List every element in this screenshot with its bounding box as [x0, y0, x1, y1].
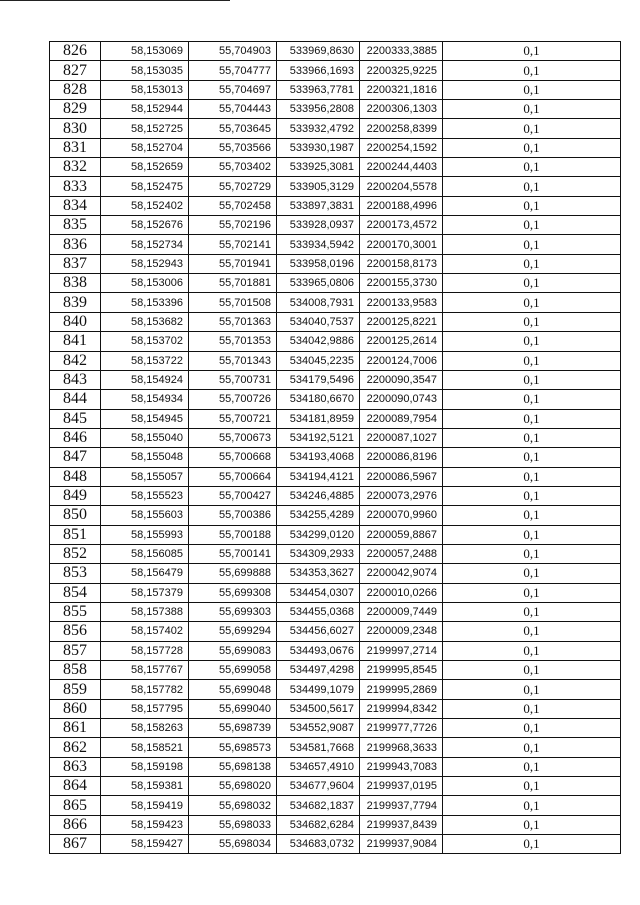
y-coordinate-cell: 2200086,5967 [360, 467, 443, 486]
accuracy-cell: 0,1 [443, 370, 621, 389]
table-row [50, 719, 621, 738]
point-number-cell: 837 [50, 254, 101, 273]
x-coordinate-cell: 533928,0937 [277, 216, 360, 235]
table-row [50, 312, 621, 331]
y-coordinate-cell: 2200133,9583 [360, 293, 443, 312]
longitude-cell: 55,698138 [189, 757, 277, 776]
point-number-cell: 828 [50, 80, 101, 99]
accuracy-cell: 0,1 [443, 835, 621, 854]
latitude-cell: 58,154924 [101, 370, 189, 389]
longitude-cell: 55,704903 [189, 42, 277, 61]
latitude-cell: 58,159381 [101, 777, 189, 796]
accuracy-cell: 0,1 [443, 719, 621, 738]
point-number-cell: 848 [50, 467, 101, 486]
y-coordinate-cell: 2200188,4996 [360, 196, 443, 215]
latitude-cell: 58,152659 [101, 158, 189, 177]
accuracy-cell: 0,1 [443, 138, 621, 157]
point-number-cell: 849 [50, 486, 101, 505]
point-number-cell: 842 [50, 351, 101, 370]
accuracy-cell: 0,1 [443, 467, 621, 486]
longitude-cell: 55,699303 [189, 602, 277, 621]
latitude-cell: 58,157388 [101, 602, 189, 621]
table-row [50, 196, 621, 215]
accuracy-cell: 0,1 [443, 61, 621, 80]
point-number-cell: 839 [50, 293, 101, 312]
point-number-cell: 829 [50, 100, 101, 119]
y-coordinate-cell: 2200070,9960 [360, 506, 443, 525]
accuracy-cell: 0,1 [443, 448, 621, 467]
latitude-cell: 58,156479 [101, 564, 189, 583]
x-coordinate-cell: 534657,4910 [277, 757, 360, 776]
point-number-cell: 859 [50, 680, 101, 699]
point-number-cell: 847 [50, 448, 101, 467]
point-number-cell: 856 [50, 622, 101, 641]
latitude-cell: 58,153396 [101, 293, 189, 312]
latitude-cell: 58,156085 [101, 544, 189, 563]
accuracy-cell: 0,1 [443, 42, 621, 61]
latitude-cell: 58,158521 [101, 738, 189, 757]
x-coordinate-cell: 534181,8959 [277, 409, 360, 428]
y-coordinate-cell: 2200125,2614 [360, 332, 443, 351]
latitude-cell: 58,154934 [101, 390, 189, 409]
x-coordinate-cell: 534045,2235 [277, 351, 360, 370]
latitude-cell: 58,153069 [101, 42, 189, 61]
x-coordinate-cell: 533966,1693 [277, 61, 360, 80]
table-row [50, 506, 621, 525]
x-coordinate-cell: 534299,0120 [277, 525, 360, 544]
x-coordinate-cell: 533897,3831 [277, 196, 360, 215]
table-row [50, 351, 621, 370]
latitude-cell: 58,153035 [101, 61, 189, 80]
longitude-cell: 55,702729 [189, 177, 277, 196]
latitude-cell: 58,152725 [101, 119, 189, 138]
longitude-cell: 55,700673 [189, 428, 277, 447]
longitude-cell: 55,704777 [189, 61, 277, 80]
latitude-cell: 58,152734 [101, 235, 189, 254]
point-number-cell: 845 [50, 409, 101, 428]
longitude-cell: 55,701353 [189, 332, 277, 351]
point-number-cell: 866 [50, 815, 101, 834]
y-coordinate-cell: 2199937,8439 [360, 815, 443, 834]
table-row [50, 448, 621, 467]
longitude-cell: 55,699040 [189, 699, 277, 718]
latitude-cell: 58,159423 [101, 815, 189, 834]
longitude-cell: 55,704697 [189, 80, 277, 99]
longitude-cell: 55,700721 [189, 409, 277, 428]
y-coordinate-cell: 2199995,8545 [360, 661, 443, 680]
point-number-cell: 860 [50, 699, 101, 718]
table-row [50, 235, 621, 254]
x-coordinate-cell: 534255,4289 [277, 506, 360, 525]
x-coordinate-cell: 533905,3129 [277, 177, 360, 196]
y-coordinate-cell: 2200073,2976 [360, 486, 443, 505]
table-row [50, 42, 621, 61]
x-coordinate-cell: 534309,2933 [277, 544, 360, 563]
y-coordinate-cell: 2200170,3001 [360, 235, 443, 254]
accuracy-cell: 0,1 [443, 119, 621, 138]
longitude-cell: 55,701363 [189, 312, 277, 331]
latitude-cell: 58,154945 [101, 409, 189, 428]
point-number-cell: 838 [50, 274, 101, 293]
latitude-cell: 58,157379 [101, 583, 189, 602]
y-coordinate-cell: 2199937,7794 [360, 796, 443, 815]
x-coordinate-cell: 534497,4298 [277, 661, 360, 680]
y-coordinate-cell: 2200087,1027 [360, 428, 443, 447]
x-coordinate-cell: 534353,3627 [277, 564, 360, 583]
y-coordinate-cell: 2200090,0743 [360, 390, 443, 409]
table-row [50, 138, 621, 157]
y-coordinate-cell: 2200258,8399 [360, 119, 443, 138]
latitude-cell: 58,153682 [101, 312, 189, 331]
top-rule [0, 0, 230, 1]
table-row [50, 699, 621, 718]
accuracy-cell: 0,1 [443, 815, 621, 834]
table-row [50, 409, 621, 428]
accuracy-cell: 0,1 [443, 274, 621, 293]
table-row [50, 661, 621, 680]
latitude-cell: 58,159427 [101, 835, 189, 854]
longitude-cell: 55,701941 [189, 254, 277, 273]
point-number-cell: 867 [50, 835, 101, 854]
table-row [50, 274, 621, 293]
accuracy-cell: 0,1 [443, 680, 621, 699]
longitude-cell: 55,701881 [189, 274, 277, 293]
latitude-cell: 58,157782 [101, 680, 189, 699]
longitude-cell: 55,700188 [189, 525, 277, 544]
accuracy-cell: 0,1 [443, 428, 621, 447]
accuracy-cell: 0,1 [443, 583, 621, 602]
latitude-cell: 58,157728 [101, 641, 189, 660]
longitude-cell: 55,700427 [189, 486, 277, 505]
accuracy-cell: 0,1 [443, 235, 621, 254]
latitude-cell: 58,155993 [101, 525, 189, 544]
accuracy-cell: 0,1 [443, 777, 621, 796]
table-row [50, 486, 621, 505]
accuracy-cell: 0,1 [443, 100, 621, 119]
point-number-cell: 827 [50, 61, 101, 80]
latitude-cell: 58,157795 [101, 699, 189, 718]
y-coordinate-cell: 2200124,7006 [360, 351, 443, 370]
point-number-cell: 853 [50, 564, 101, 583]
x-coordinate-cell: 534677,9604 [277, 777, 360, 796]
longitude-cell: 55,704443 [189, 100, 277, 119]
table-row [50, 254, 621, 273]
longitude-cell: 55,703402 [189, 158, 277, 177]
accuracy-cell: 0,1 [443, 177, 621, 196]
table-row [50, 641, 621, 660]
coordinate-table-body [50, 42, 621, 854]
x-coordinate-cell: 534246,4885 [277, 486, 360, 505]
y-coordinate-cell: 2199968,3633 [360, 738, 443, 757]
accuracy-cell: 0,1 [443, 312, 621, 331]
longitude-cell: 55,698020 [189, 777, 277, 796]
longitude-cell: 55,700386 [189, 506, 277, 525]
x-coordinate-cell: 534042,9886 [277, 332, 360, 351]
latitude-cell: 58,157402 [101, 622, 189, 641]
accuracy-cell: 0,1 [443, 196, 621, 215]
table-row [50, 100, 621, 119]
accuracy-cell: 0,1 [443, 699, 621, 718]
table-row [50, 467, 621, 486]
accuracy-cell: 0,1 [443, 525, 621, 544]
y-coordinate-cell: 2199997,2714 [360, 641, 443, 660]
x-coordinate-cell: 533925,3081 [277, 158, 360, 177]
table-row [50, 428, 621, 447]
point-number-cell: 831 [50, 138, 101, 157]
coordinate-table [49, 41, 621, 854]
table-row [50, 370, 621, 389]
longitude-cell: 55,699083 [189, 641, 277, 660]
point-number-cell: 844 [50, 390, 101, 409]
longitude-cell: 55,699294 [189, 622, 277, 641]
longitude-cell: 55,700668 [189, 448, 277, 467]
latitude-cell: 58,153013 [101, 80, 189, 99]
longitude-cell: 55,698573 [189, 738, 277, 757]
latitude-cell: 58,155040 [101, 428, 189, 447]
latitude-cell: 58,153702 [101, 332, 189, 351]
y-coordinate-cell: 2200306,1303 [360, 100, 443, 119]
accuracy-cell: 0,1 [443, 158, 621, 177]
y-coordinate-cell: 2199943,7083 [360, 757, 443, 776]
y-coordinate-cell: 2199937,9084 [360, 835, 443, 854]
point-number-cell: 830 [50, 119, 101, 138]
table-row [50, 61, 621, 80]
point-number-cell: 851 [50, 525, 101, 544]
point-number-cell: 857 [50, 641, 101, 660]
accuracy-cell: 0,1 [443, 390, 621, 409]
point-number-cell: 858 [50, 661, 101, 680]
x-coordinate-cell: 534193,4068 [277, 448, 360, 467]
y-coordinate-cell: 2200204,5578 [360, 177, 443, 196]
y-coordinate-cell: 2200321,1816 [360, 80, 443, 99]
point-number-cell: 862 [50, 738, 101, 757]
accuracy-cell: 0,1 [443, 602, 621, 621]
longitude-cell: 55,700726 [189, 390, 277, 409]
x-coordinate-cell: 534194,4121 [277, 467, 360, 486]
table-row [50, 680, 621, 699]
table-row [50, 332, 621, 351]
point-number-cell: 836 [50, 235, 101, 254]
table-row [50, 622, 621, 641]
latitude-cell: 58,152402 [101, 196, 189, 215]
table-row [50, 777, 621, 796]
latitude-cell: 58,159419 [101, 796, 189, 815]
accuracy-cell: 0,1 [443, 486, 621, 505]
accuracy-cell: 0,1 [443, 544, 621, 563]
table-row [50, 216, 621, 235]
longitude-cell: 55,698739 [189, 719, 277, 738]
x-coordinate-cell: 533956,2808 [277, 100, 360, 119]
accuracy-cell: 0,1 [443, 641, 621, 660]
longitude-cell: 55,700141 [189, 544, 277, 563]
longitude-cell: 55,699058 [189, 661, 277, 680]
latitude-cell: 58,155523 [101, 486, 189, 505]
y-coordinate-cell: 2200059,8867 [360, 525, 443, 544]
point-number-cell: 833 [50, 177, 101, 196]
point-number-cell: 834 [50, 196, 101, 215]
latitude-cell: 58,152475 [101, 177, 189, 196]
x-coordinate-cell: 534581,7668 [277, 738, 360, 757]
y-coordinate-cell: 2200086,8196 [360, 448, 443, 467]
table-row [50, 544, 621, 563]
x-coordinate-cell: 534455,0368 [277, 602, 360, 621]
x-coordinate-cell: 534040,7537 [277, 312, 360, 331]
table-row [50, 177, 621, 196]
table-row [50, 757, 621, 776]
accuracy-cell: 0,1 [443, 409, 621, 428]
accuracy-cell: 0,1 [443, 293, 621, 312]
table-row [50, 602, 621, 621]
x-coordinate-cell: 533969,8630 [277, 42, 360, 61]
longitude-cell: 55,699888 [189, 564, 277, 583]
longitude-cell: 55,699308 [189, 583, 277, 602]
latitude-cell: 58,155057 [101, 467, 189, 486]
x-coordinate-cell: 534500,5617 [277, 699, 360, 718]
x-coordinate-cell: 534454,0307 [277, 583, 360, 602]
point-number-cell: 846 [50, 428, 101, 447]
x-coordinate-cell: 534682,1837 [277, 796, 360, 815]
x-coordinate-cell: 533930,1987 [277, 138, 360, 157]
y-coordinate-cell: 2200057,2488 [360, 544, 443, 563]
x-coordinate-cell: 534552,9087 [277, 719, 360, 738]
y-coordinate-cell: 2200009,2348 [360, 622, 443, 641]
longitude-cell: 55,698032 [189, 796, 277, 815]
x-coordinate-cell: 534682,6284 [277, 815, 360, 834]
point-number-cell: 843 [50, 370, 101, 389]
y-coordinate-cell: 2200173,4572 [360, 216, 443, 235]
y-coordinate-cell: 2200089,7954 [360, 409, 443, 428]
point-number-cell: 861 [50, 719, 101, 738]
x-coordinate-cell: 534008,7931 [277, 293, 360, 312]
accuracy-cell: 0,1 [443, 661, 621, 680]
accuracy-cell: 0,1 [443, 796, 621, 815]
point-number-cell: 832 [50, 158, 101, 177]
y-coordinate-cell: 2200333,3885 [360, 42, 443, 61]
latitude-cell: 58,157767 [101, 661, 189, 680]
x-coordinate-cell: 533934,5942 [277, 235, 360, 254]
point-number-cell: 841 [50, 332, 101, 351]
table-row [50, 525, 621, 544]
x-coordinate-cell: 533965,0806 [277, 274, 360, 293]
table-row [50, 815, 621, 834]
table-row [50, 738, 621, 757]
y-coordinate-cell: 2200244,4403 [360, 158, 443, 177]
accuracy-cell: 0,1 [443, 622, 621, 641]
longitude-cell: 55,703645 [189, 119, 277, 138]
y-coordinate-cell: 2200155,3730 [360, 274, 443, 293]
latitude-cell: 58,155048 [101, 448, 189, 467]
latitude-cell: 58,153006 [101, 274, 189, 293]
x-coordinate-cell: 534180,6670 [277, 390, 360, 409]
accuracy-cell: 0,1 [443, 351, 621, 370]
x-coordinate-cell: 534179,5496 [277, 370, 360, 389]
latitude-cell: 58,155603 [101, 506, 189, 525]
latitude-cell: 58,152944 [101, 100, 189, 119]
point-number-cell: 835 [50, 216, 101, 235]
longitude-cell: 55,701508 [189, 293, 277, 312]
table-row [50, 158, 621, 177]
point-number-cell: 826 [50, 42, 101, 61]
y-coordinate-cell: 2200254,1592 [360, 138, 443, 157]
y-coordinate-cell: 2199994,8342 [360, 699, 443, 718]
x-coordinate-cell: 534456,6027 [277, 622, 360, 641]
table-row [50, 293, 621, 312]
accuracy-cell: 0,1 [443, 757, 621, 776]
longitude-cell: 55,702196 [189, 216, 277, 235]
longitude-cell: 55,700664 [189, 467, 277, 486]
point-number-cell: 840 [50, 312, 101, 331]
accuracy-cell: 0,1 [443, 254, 621, 273]
accuracy-cell: 0,1 [443, 564, 621, 583]
latitude-cell: 58,159198 [101, 757, 189, 776]
x-coordinate-cell: 534499,1079 [277, 680, 360, 699]
accuracy-cell: 0,1 [443, 216, 621, 235]
point-number-cell: 865 [50, 796, 101, 815]
accuracy-cell: 0,1 [443, 80, 621, 99]
longitude-cell: 55,701343 [189, 351, 277, 370]
point-number-cell: 855 [50, 602, 101, 621]
longitude-cell: 55,698034 [189, 835, 277, 854]
y-coordinate-cell: 2200125,8221 [360, 312, 443, 331]
accuracy-cell: 0,1 [443, 506, 621, 525]
latitude-cell: 58,152943 [101, 254, 189, 273]
y-coordinate-cell: 2200325,9225 [360, 61, 443, 80]
x-coordinate-cell: 534493,0676 [277, 641, 360, 660]
point-number-cell: 852 [50, 544, 101, 563]
y-coordinate-cell: 2199977,7726 [360, 719, 443, 738]
latitude-cell: 58,152704 [101, 138, 189, 157]
longitude-cell: 55,699048 [189, 680, 277, 699]
point-number-cell: 864 [50, 777, 101, 796]
x-coordinate-cell: 533932,4792 [277, 119, 360, 138]
point-number-cell: 863 [50, 757, 101, 776]
table-row [50, 390, 621, 409]
latitude-cell: 58,152676 [101, 216, 189, 235]
x-coordinate-cell: 534192,5121 [277, 428, 360, 447]
longitude-cell: 55,703566 [189, 138, 277, 157]
y-coordinate-cell: 2200090,3547 [360, 370, 443, 389]
y-coordinate-cell: 2200042,9074 [360, 564, 443, 583]
latitude-cell: 58,153722 [101, 351, 189, 370]
accuracy-cell: 0,1 [443, 738, 621, 757]
longitude-cell: 55,702141 [189, 235, 277, 254]
x-coordinate-cell: 534683,0732 [277, 835, 360, 854]
table-row [50, 119, 621, 138]
y-coordinate-cell: 2199995,2869 [360, 680, 443, 699]
y-coordinate-cell: 2200009,7449 [360, 602, 443, 621]
table-row [50, 564, 621, 583]
x-coordinate-cell: 533963,7781 [277, 80, 360, 99]
point-number-cell: 854 [50, 583, 101, 602]
point-number-cell: 850 [50, 506, 101, 525]
x-coordinate-cell: 533958,0196 [277, 254, 360, 273]
table-row [50, 835, 621, 854]
y-coordinate-cell: 2200010,0266 [360, 583, 443, 602]
latitude-cell: 58,158263 [101, 719, 189, 738]
table-row [50, 80, 621, 99]
longitude-cell: 55,700731 [189, 370, 277, 389]
table-row [50, 796, 621, 815]
y-coordinate-cell: 2200158,8173 [360, 254, 443, 273]
table-row [50, 583, 621, 602]
y-coordinate-cell: 2199937,0195 [360, 777, 443, 796]
longitude-cell: 55,702458 [189, 196, 277, 215]
longitude-cell: 55,698033 [189, 815, 277, 834]
accuracy-cell: 0,1 [443, 332, 621, 351]
